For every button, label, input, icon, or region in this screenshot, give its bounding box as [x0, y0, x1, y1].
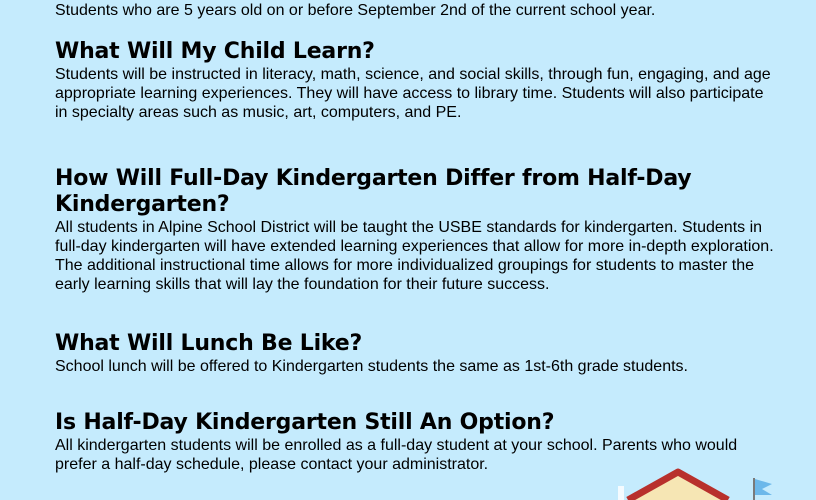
section-full-vs-half-day	[55, 166, 775, 294]
section-heading: How Will Full-Day Kindergarten Differ from Half-Day Kindergarten?	[55, 166, 692, 217]
intro-text: Students who are 5 years old on or before September 2nd of the current school year.	[55, 2, 656, 19]
flag-icon	[754, 478, 772, 500]
section-lunch	[55, 331, 775, 376]
section-heading: What Will Lunch Be Like?	[55, 331, 363, 356]
section-child-learn	[55, 39, 775, 122]
school-building-icon	[618, 472, 728, 500]
section-heading: Is Half-Day Kindergarten Still An Option?	[55, 410, 555, 435]
section-body: All kindergarten students will be enrolled as a full-day student at your school. Parents who would prefer a half-day schedule, please contact your administrator.	[55, 437, 738, 473]
section-heading: What Will My Child Learn?	[55, 39, 375, 64]
section-half-day-option	[55, 410, 775, 474]
section-body: All students in Alpine School District will be taught the USBE standards for kindergarten. Students in full-day kindergarten will have extended learning experiences that allow for more in-depth exploration. The additional instructional time allows for more individualized groupings for students to master the early learning skills that will lay the foundation for their future success.	[55, 219, 774, 293]
section-body: Students will be instructed in literacy, math, science, and social skills, through fun, engaging, and age appropriate learning experiences. They will have access to library time. Students will also participate in specialty areas such as music, art, computers, and PE.	[55, 66, 771, 121]
section-body: School lunch will be offered to Kindergarten students the same as 1st-6th grade students.	[55, 358, 688, 375]
